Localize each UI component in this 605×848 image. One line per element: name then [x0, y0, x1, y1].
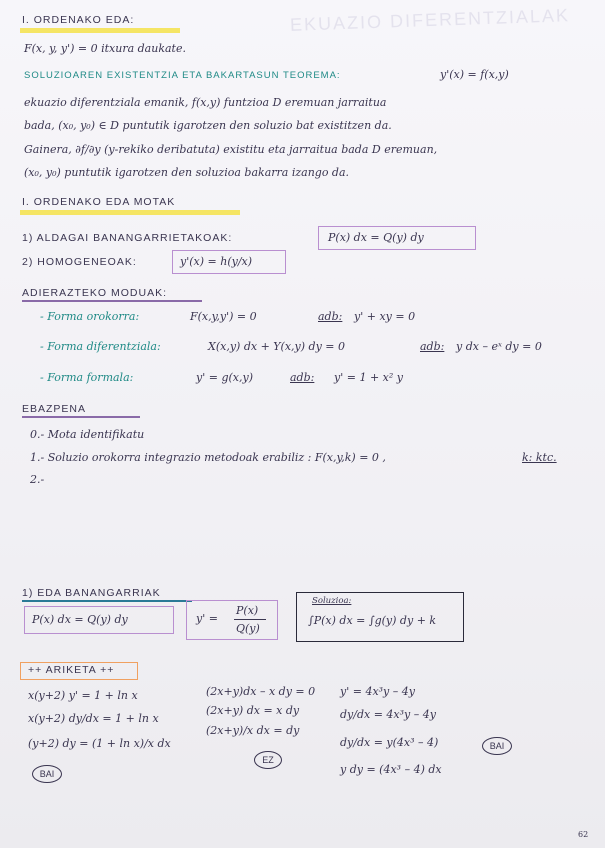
theorem-line: ekuazio diferentziala emanik, f(x,y) funtzioa D eremuan jarraitua	[24, 96, 387, 109]
example-label: adb:	[290, 371, 315, 384]
exercise-line: (2x+y) dx = x dy	[206, 704, 300, 717]
solution-equation: ∫P(x) dx = ∫g(y) dy + k	[308, 614, 437, 627]
answer-no-badge: EZ	[254, 751, 282, 769]
section-title: I. ORDENAKO EDA:	[22, 14, 135, 26]
step-line: 1.- Soluzio orokorra integrazio metodoak erabiliz : F(x,y,k) = 0 ,	[30, 451, 386, 464]
example-equation: y' + xy = 0	[354, 310, 416, 323]
type-equation: P(x) dx = Q(y) dy	[328, 231, 424, 244]
exercise-line: x(y+2) y' = 1 + ln x	[28, 689, 138, 702]
form-equation: F(x,y,y') = 0	[190, 310, 257, 323]
step-constant: k: ktc.	[522, 451, 557, 464]
exercise-line: (2x+y)dx – x dy = 0	[206, 685, 316, 698]
theorem-line: (x₀, y₀) puntutik igarotzen den soluzioa bakarra izango da.	[24, 166, 350, 179]
type-equation: y'(x) = h(y/x)	[180, 255, 253, 268]
example-label: adb:	[420, 340, 445, 353]
fraction-bar	[234, 619, 266, 620]
subsection-title: EBAZPENA	[22, 403, 87, 415]
solution-label: Soluzioa:	[312, 596, 352, 606]
form-label: - Forma formala:	[40, 371, 134, 384]
fraction-numerator: P(x)	[236, 604, 259, 617]
text-line: F(x, y, y') = 0 itxura daukate.	[24, 42, 186, 55]
form-equation: X(x,y) dx + Y(x,y) dy = 0	[208, 340, 346, 353]
type-label: 1) ALDAGAI BANANGARRIETAKOAK:	[22, 232, 233, 244]
exercise-line: x(y+2) dy/dx = 1 + ln x	[28, 712, 159, 725]
title-highlight	[20, 210, 240, 215]
step-line: 0.- Mota identifikatu	[30, 428, 145, 441]
answer-yes-badge: BAI	[482, 737, 512, 755]
fraction-denominator: Q(y)	[236, 622, 260, 635]
faded-background-title: EKUAZIO DIFERENTZIALAK	[289, 5, 571, 35]
theorem-title: SOLUZIOAREN EXISTENTZIA ETA BAKARTASUN TEOREMA:	[24, 70, 341, 81]
form-label: - Forma orokorra:	[40, 310, 140, 323]
step-line: 2.-	[30, 473, 45, 486]
section-title: I. ORDENAKO EDA MOTAK	[22, 196, 176, 208]
practice-title: ++ ARIKETA ++	[28, 664, 115, 676]
subsection-title: 1) EDA BANANGARRIAK	[22, 587, 161, 599]
title-underline	[22, 300, 202, 302]
exercise-line: (2x+y)/x dx = dy	[206, 724, 300, 737]
answer-yes-badge: BAI	[32, 765, 62, 783]
separable-equation: P(x) dx = Q(y) dy	[32, 613, 128, 626]
theorem-line: bada, (x₀, y₀) ∈ D puntutik igarotzen den soluzio bat existitzen da.	[24, 119, 392, 132]
page-number: 62	[578, 830, 589, 839]
title-underline	[22, 416, 140, 418]
exercise-line: (y+2) dy = (1 + ln x)/x dx	[28, 737, 171, 750]
example-equation: y dx – eˣ dy = 0	[456, 340, 542, 353]
theorem-equation: y'(x) = f(x,y)	[440, 68, 509, 81]
example-equation: y' = 1 + x² y	[334, 371, 403, 384]
title-underline	[22, 600, 192, 602]
exercise-line: y dy = (4x³ – 4) dx	[340, 763, 442, 776]
example-label: adb:	[318, 310, 343, 323]
title-highlight	[20, 28, 180, 33]
subsection-title: ADIERAZTEKO MODUAK:	[22, 287, 168, 299]
exercise-line: dy/dx = 4x³y – 4y	[340, 708, 436, 721]
theorem-line: Gainera, ∂f/∂y (y-rekiko deribatuta) existitu eta jarraitua bada D eremuan,	[24, 143, 438, 156]
form-label: - Forma diferentziala:	[40, 340, 161, 353]
fraction-lhs: y' =	[196, 612, 218, 625]
exercise-line: y' = 4x³y – 4y	[340, 685, 415, 698]
exercise-line: dy/dx = y(4x³ – 4)	[340, 736, 439, 749]
type-label: 2) HOMOGENEOAK:	[22, 256, 137, 268]
form-equation: y' = g(x,y)	[196, 371, 253, 384]
